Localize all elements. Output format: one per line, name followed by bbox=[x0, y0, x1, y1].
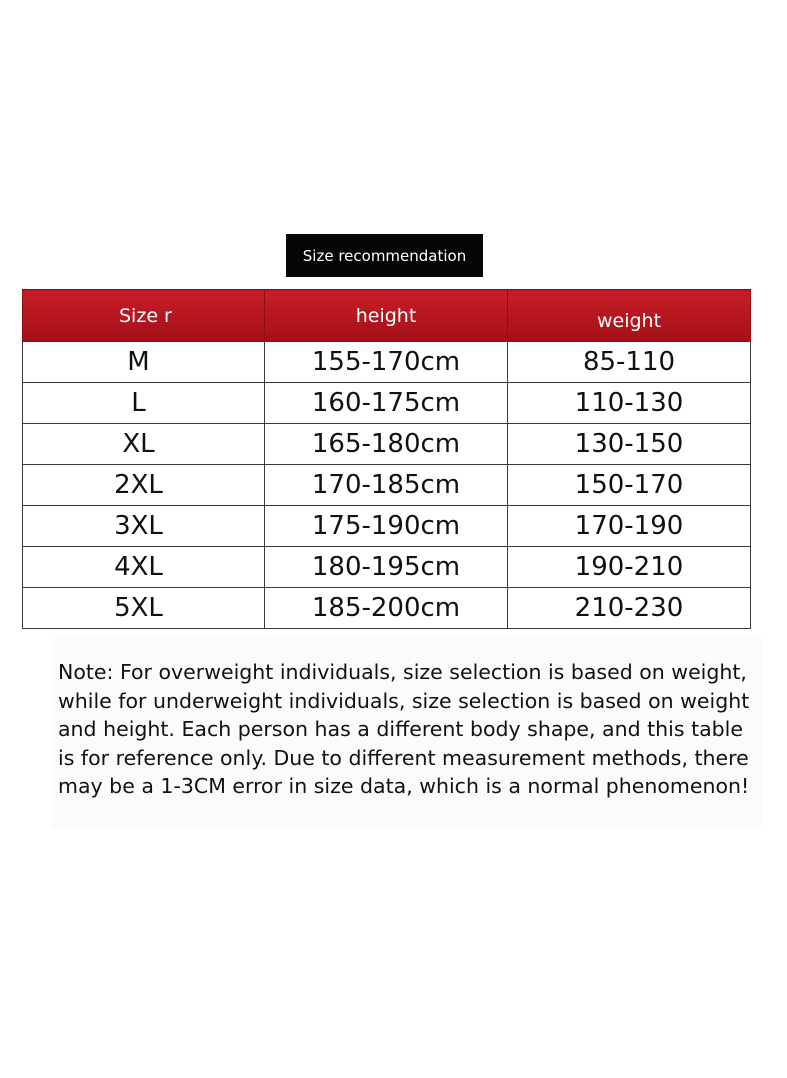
table-row bbox=[23, 383, 751, 424]
size-chart-table bbox=[22, 289, 751, 629]
weight-cell: 150-170 bbox=[508, 465, 751, 506]
size-cell: 3XL bbox=[23, 506, 265, 547]
table-row bbox=[23, 465, 751, 506]
size-cell: 2XL bbox=[23, 465, 265, 506]
table-header-row bbox=[23, 290, 751, 342]
table-row bbox=[23, 342, 751, 383]
height-cell: 175-190cm bbox=[265, 506, 508, 547]
height-cell: 160-175cm bbox=[265, 383, 508, 424]
size-cell: M bbox=[23, 342, 265, 383]
size-recommendation-title: Size recommendation bbox=[286, 234, 483, 277]
height-cell: 165-180cm bbox=[265, 424, 508, 465]
weight-cell: 110-130 bbox=[508, 383, 751, 424]
column-header-weight: weight bbox=[508, 290, 751, 342]
size-note: Note: For overweight individuals, size selection is based on weight, while for underweight individuals, size selection is based on weight and height. Each person has a different body shape, and this table is for reference only. Due to different measurement methods, there may be a 1-3CM error in size data, which is a normal phenomenon! bbox=[52, 638, 762, 828]
height-cell: 155-170cm bbox=[265, 342, 508, 383]
height-cell: 180-195cm bbox=[265, 547, 508, 588]
size-cell: 4XL bbox=[23, 547, 265, 588]
table-row bbox=[23, 424, 751, 465]
height-cell: 170-185cm bbox=[265, 465, 508, 506]
weight-cell: 210-230 bbox=[508, 588, 751, 629]
table-row bbox=[23, 547, 751, 588]
weight-cell: 170-190 bbox=[508, 506, 751, 547]
column-header-size: Size r bbox=[23, 290, 265, 342]
weight-cell: 85-110 bbox=[508, 342, 751, 383]
size-cell: 5XL bbox=[23, 588, 265, 629]
size-cell: XL bbox=[23, 424, 265, 465]
column-header-height: height bbox=[265, 290, 508, 342]
table-row bbox=[23, 506, 751, 547]
table-row bbox=[23, 588, 751, 629]
weight-cell: 190-210 bbox=[508, 547, 751, 588]
weight-cell: 130-150 bbox=[508, 424, 751, 465]
size-cell: L bbox=[23, 383, 265, 424]
height-cell: 185-200cm bbox=[265, 588, 508, 629]
